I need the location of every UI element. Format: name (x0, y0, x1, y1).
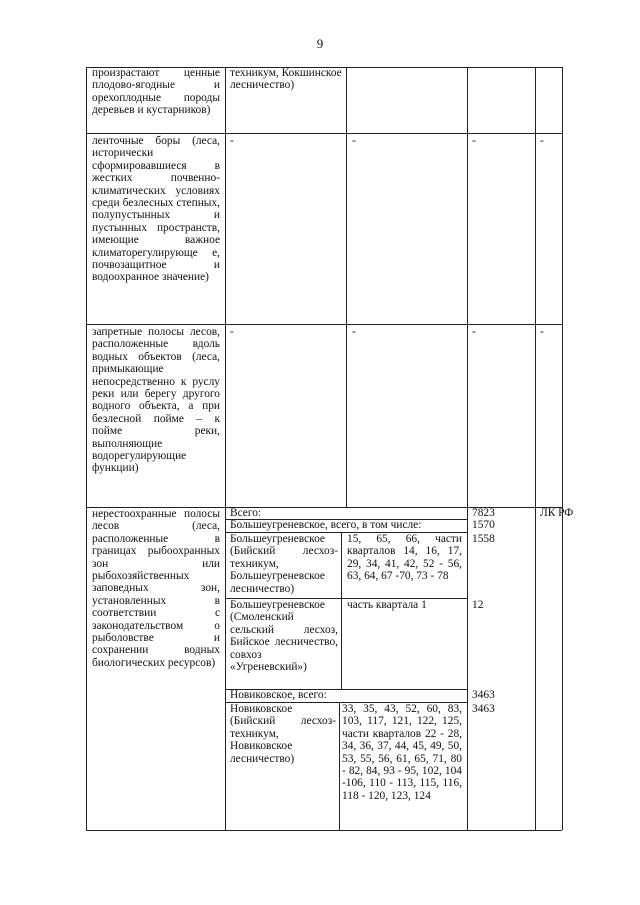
spawn-total-label: Всего: (230, 507, 262, 519)
b1-value: 1558 (472, 533, 495, 545)
n1-value: 3463 (472, 703, 495, 715)
b-total-label: Большеугреневское, всего, в том числе: (230, 519, 422, 531)
b2-value: 12 (472, 599, 484, 611)
spawn-total-value: 7823 (472, 507, 495, 519)
row-category-text: запретные полосы лесов, расположенные вдоль водных объектов (леса, примыкающие непосредственно к руслу реки или берегу другого водного объекта, а при безлесной пойме – к пойме реки, выполняющие водорегулирующие функции) (92, 326, 220, 475)
empty-dash: - (230, 135, 234, 147)
row-category-text: произрастают ценные плодово-ягодные и орехоплодные породы деревьев и кустарников) (92, 67, 220, 117)
b-total-value: 1570 (472, 519, 495, 531)
b1-quarters: 15, 65, 66, части кварталов 14, 16, 17, 29, 34, 41, 42, 52 - 56, 63, 64, 67 -70, 73 - 78 (347, 533, 462, 583)
empty-dash: - (472, 135, 476, 147)
page-number: 9 (316, 36, 324, 51)
n-total-value: 3463 (472, 689, 495, 701)
legal-basis: ЛК РФ (540, 507, 574, 519)
n1-location: Новиковское (Бийский лесхоз-техникум, Новиковское лесничество) (230, 703, 336, 765)
n1-quarters: 33, 35, 43, 52, 60, 83, 103, 117, 121, 122, 125, части кварталов 22 - 28, 34, 36, 37, 44, 45, 49, 50, 53, 55, 56, 61, 65, 71, 80 - 82, 84, 93 - 95, 102, 104 -106, 110 - 113, 115, 116, 118 - 120, 123, 124 (342, 703, 462, 802)
empty-dash: - (230, 326, 234, 338)
row-location-text: техникум, Кокшинское лесничество) (230, 67, 342, 92)
b1-location: Большеугреневское (Бийский лесхоз-техникум, Большеугреневское лесничество) (230, 533, 338, 595)
b2-quarters: часть квартала 1 (347, 599, 427, 611)
row-category-text: ленточные боры (леса, исторически сформировавшиеся в жестких почвенно-климатических условиях среди безлесных степных, полупустынных и пустынных пространств, имеющие важное климаторегулирующе е, почвозащитное и водоохранное значение) (92, 135, 220, 284)
empty-dash: - (352, 326, 356, 338)
empty-dash: - (540, 135, 544, 147)
b2-location: Большеугреневское (Смоленский сельский лесхоз, Бийское лесничество, совхоз «Угреневский») (230, 599, 338, 674)
spawn-category-text: нерестоохранные полосы лесов (леса, расположенные в границах рыбоохранных зон или рыбохозяйственных заповедных зон, установленных в соответствии с законодательством о рыболовстве и сохранении водных биологических ресурсов) (92, 508, 220, 669)
empty-dash: - (472, 326, 476, 338)
n-total-label: Новиковское, всего: (230, 689, 327, 701)
empty-dash: - (540, 326, 544, 338)
empty-dash: - (352, 135, 356, 147)
